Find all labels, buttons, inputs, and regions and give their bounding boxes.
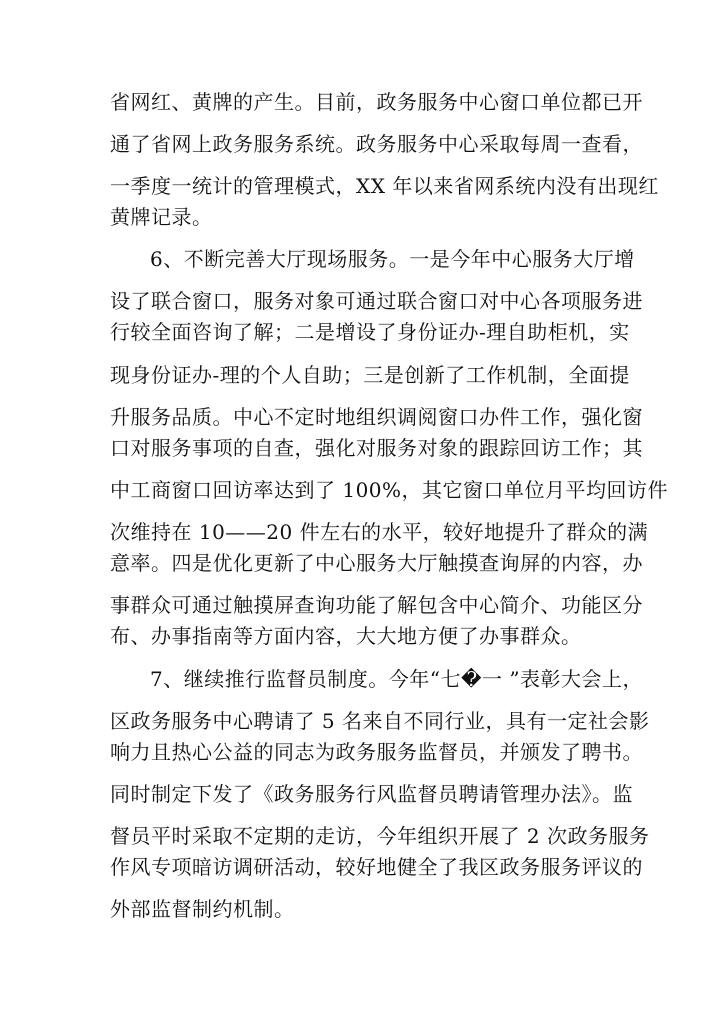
text-line: 中工商窗口回访率达到了 100%，其它窗口单位月平均回访件: [110, 478, 669, 502]
text-line: 布、办事指南等方面内容，大大地方便了办事群众。: [110, 624, 582, 648]
text-line: 外部监督制约机制。: [110, 897, 295, 921]
text-line: 口对服务事项的自查，强化对服务对象的跟踪回访工作；其: [110, 436, 643, 460]
text-line: 事群众可通过触摸屏查询功能了解包含中心简介、功能区分: [110, 593, 643, 617]
text-line: 黄牌记录。: [110, 205, 213, 229]
text-line: 区政务服务中心聘请了 5 名来自不同行业，具有一定社会影: [110, 709, 650, 733]
text-line: 升服务品质。中心不定时地组织调阅窗口办件工作，强化窗: [110, 405, 643, 429]
text-line: 行较全面咨询了解；二是增设了身份证办-理自助柜机，实: [110, 320, 630, 344]
text-line: 意率。四是优化更新了中心服务大厅触摸查询屏的内容，办: [110, 551, 643, 575]
text-line: 设了联合窗口，服务对象可通过联合窗口对中心各项服务进: [110, 289, 643, 313]
paragraph-7-first-line: 7、继续推行监督员制度。今年“七�一 ”表彰大会上，: [150, 667, 644, 691]
text-line: 响力且热心公益的同志为政务服务监督员，并颁发了聘书。: [110, 740, 643, 764]
text-line: 同时制定下发了《政务服务行风监督员聘请管理办法》。监: [110, 782, 633, 806]
text-line: 作风专项暗访调研活动，较好地健全了我区政务服务评议的: [110, 855, 643, 879]
text-line: 现身份证办-理的个人自助；三是创新了工作机制，全面提: [110, 363, 630, 387]
text-line: 一季度一统计的管理模式，XX 年以来省网系统内没有出现红: [110, 174, 659, 198]
text-line: 督员平时采取不定期的走访，今年组织开展了 2 次政务服务: [110, 824, 650, 848]
text-line: 省网红、黄牌的产生。目前，政务服务中心窗口单位都已开: [110, 90, 643, 114]
text-line: 次维持在 10——20 件左右的水平，较好地提升了群众的满: [110, 520, 649, 544]
paragraph-6-first-line: 6、不断完善大厅现场服务。一是今年中心服务大厅增: [150, 247, 635, 271]
text-line: 通了省网上政务服务系统。政务服务中心采取每周一查看，: [110, 132, 643, 156]
